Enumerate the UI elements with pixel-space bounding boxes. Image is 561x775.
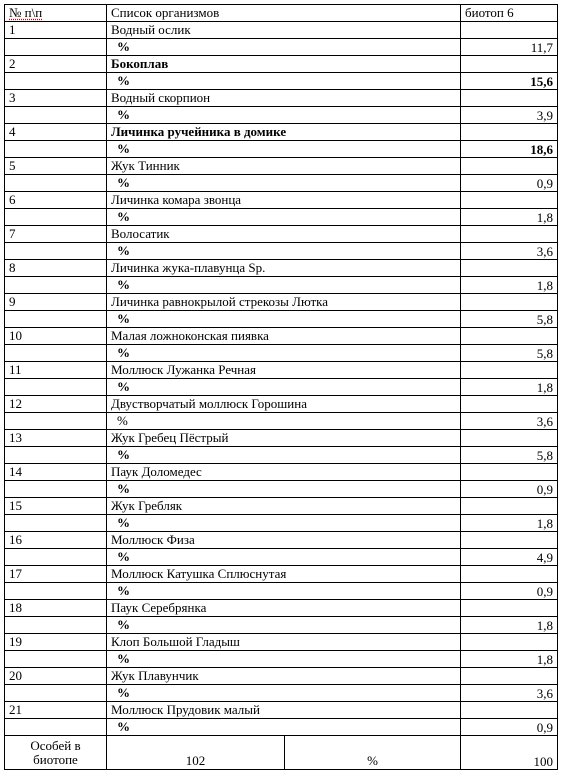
table-row-percent [5,277,558,294]
percent-value: 1,8 [461,379,558,396]
percent-label: % [117,447,130,462]
row-number: 18 [5,600,107,617]
percent-label: % [117,277,130,292]
row-number: 19 [5,634,107,651]
table-body [5,22,558,736]
organism-name: Моллюск Прудовик малый [107,702,461,719]
row-number-empty [5,651,107,668]
header-biotope: биотоп 6 [461,5,558,22]
row-number-empty [5,243,107,260]
row-number-empty [5,617,107,634]
percent-label: % [117,73,130,88]
document-page [4,4,557,770]
row-number-empty [5,447,107,464]
percent-label-cell [107,617,461,634]
table-row-percent [5,141,558,158]
organism-name: Личинка комара звонца [107,192,461,209]
organism-name: Моллюск Катушка Сплюснутая [107,566,461,583]
percent-label-cell [107,73,461,90]
row-number: 20 [5,668,107,685]
percent-value: 1,8 [461,651,558,668]
header-num-text: № п\п [9,5,43,20]
organism-name: Жук Тинник [107,158,461,175]
percent-value: 1,8 [461,617,558,634]
percent-label: % [117,311,130,326]
row-number: 16 [5,532,107,549]
organism-name: Личинка ручейника в домике [107,124,461,141]
organism-name: Водный скорпион [107,90,461,107]
percent-label: % [117,413,128,428]
percent-label-cell [107,549,461,566]
value-empty [461,566,558,583]
organism-name: Жук Гребец Пёстрый [107,430,461,447]
table-row [5,158,558,175]
table-row-percent [5,481,558,498]
percent-label-cell [107,651,461,668]
organism-name: Моллюск Физа [107,532,461,549]
value-empty [461,430,558,447]
value-empty [461,90,558,107]
row-number-empty [5,39,107,56]
row-number-empty [5,277,107,294]
organism-name: Водный ослик [107,22,461,39]
value-empty [461,532,558,549]
value-empty [461,124,558,141]
percent-label-cell [107,447,461,464]
percent-label: % [117,209,130,224]
percent-value: 5,8 [461,311,558,328]
percent-value: 1,8 [461,209,558,226]
value-empty [461,294,558,311]
organism-name: Малая ложноконская пиявка [107,328,461,345]
organism-name: Личинка равнокрылой стрекозы Лютка [107,294,461,311]
percent-label: % [117,481,130,496]
table-row-percent [5,311,558,328]
percent-label: % [117,617,130,632]
percent-label: % [117,175,130,190]
table-row-percent [5,379,558,396]
row-number-empty [5,311,107,328]
percent-value: 1,8 [461,515,558,532]
row-number-empty [5,345,107,362]
footer-pct-label: % [285,736,461,770]
row-number: 1 [5,22,107,39]
row-number: 8 [5,260,107,277]
percent-value: 0,9 [461,175,558,192]
percent-value: 5,8 [461,447,558,464]
table-row-percent [5,39,558,56]
percent-value: 0,9 [461,583,558,600]
value-empty [461,56,558,73]
footer-total: 100 [461,736,558,770]
row-number: 13 [5,430,107,447]
table-row [5,90,558,107]
value-empty [461,464,558,481]
percent-label: % [117,549,130,564]
value-empty [461,396,558,413]
organism-name: Двустворчатый моллюск Горошина [107,396,461,413]
table-row-percent [5,209,558,226]
percent-label: % [117,39,130,54]
organism-name: Личинка жука-плавунца Sp. [107,260,461,277]
percent-label: % [117,345,130,360]
row-number-empty [5,175,107,192]
row-number: 7 [5,226,107,243]
percent-label-cell [107,481,461,498]
percent-label-cell [107,345,461,362]
value-empty [461,634,558,651]
table-row-percent [5,107,558,124]
organisms-table [4,4,558,770]
row-number-empty [5,141,107,158]
percent-label-cell [107,277,461,294]
table-row [5,600,558,617]
row-number-empty [5,413,107,430]
row-number: 2 [5,56,107,73]
percent-value: 3,6 [461,413,558,430]
table-row-percent [5,73,558,90]
table-row-percent [5,175,558,192]
table-row-percent [5,549,558,566]
table-row [5,362,558,379]
percent-label-cell [107,39,461,56]
percent-label-cell [107,141,461,158]
table-row-percent [5,515,558,532]
row-number-empty [5,481,107,498]
row-number-empty [5,719,107,736]
table-row [5,56,558,73]
table-row [5,430,558,447]
table-row [5,634,558,651]
table-row-percent [5,685,558,702]
row-number-empty [5,685,107,702]
percent-label-cell [107,583,461,600]
row-number-empty [5,515,107,532]
percent-value: 0,9 [461,719,558,736]
percent-label: % [117,583,130,598]
organism-name: Жук Плавунчик [107,668,461,685]
percent-value: 11,7 [461,39,558,56]
row-number: 10 [5,328,107,345]
value-empty [461,260,558,277]
table-row-percent [5,345,558,362]
table-row [5,192,558,209]
row-number: 21 [5,702,107,719]
row-number-empty [5,583,107,600]
table-row [5,702,558,719]
percent-label-cell [107,311,461,328]
row-number: 3 [5,90,107,107]
table-row [5,668,558,685]
organism-name: Жук Гребляк [107,498,461,515]
row-number-empty [5,209,107,226]
percent-value: 3,6 [461,243,558,260]
table-row [5,498,558,515]
percent-label: % [117,515,130,530]
table-row-percent [5,651,558,668]
header-name: Список организмов [107,5,461,22]
table-row [5,566,558,583]
percent-value: 4,9 [461,549,558,566]
percent-value: 0,9 [461,481,558,498]
table-row [5,464,558,481]
row-number: 17 [5,566,107,583]
organism-name: Клоп Большой Гладыш [107,634,461,651]
percent-value: 3,6 [461,685,558,702]
percent-label-cell [107,685,461,702]
value-empty [461,192,558,209]
value-empty [461,702,558,719]
row-number: 14 [5,464,107,481]
value-empty [461,362,558,379]
percent-label: % [117,685,130,700]
value-empty [461,158,558,175]
percent-label-cell [107,379,461,396]
organism-name: Моллюск Лужанка Речная [107,362,461,379]
percent-label: % [117,719,130,734]
percent-label: % [117,107,130,122]
row-number: 4 [5,124,107,141]
percent-label-cell [107,515,461,532]
percent-label: % [117,651,130,666]
value-empty [461,668,558,685]
percent-label: % [117,141,130,156]
percent-label-cell [107,243,461,260]
table-header-row [5,5,558,22]
table-row [5,22,558,39]
percent-label-cell [107,175,461,192]
row-number-empty [5,379,107,396]
row-number-empty [5,549,107,566]
value-empty [461,22,558,39]
row-number: 15 [5,498,107,515]
percent-value: 1,8 [461,277,558,294]
percent-label-cell [107,209,461,226]
header-num [5,5,107,22]
table-row-percent [5,719,558,736]
row-number: 9 [5,294,107,311]
percent-label-cell [107,719,461,736]
percent-label-cell [107,413,461,430]
table-row [5,294,558,311]
table-row [5,396,558,413]
percent-value: 5,8 [461,345,558,362]
table-row [5,226,558,243]
row-number-empty [5,107,107,124]
percent-label: % [117,379,130,394]
table-row-percent [5,413,558,430]
row-number: 5 [5,158,107,175]
percent-value: 18,6 [461,141,558,158]
percent-value: 15,6 [461,73,558,90]
table-row-percent [5,447,558,464]
table-row [5,124,558,141]
organism-name: Паук Доломедес [107,464,461,481]
percent-label: % [117,243,130,258]
percent-label-cell [107,107,461,124]
footer-label: Особей в биотопе [5,736,107,770]
value-empty [461,328,558,345]
row-number: 11 [5,362,107,379]
table-row [5,260,558,277]
table-row-percent [5,243,558,260]
value-empty [461,226,558,243]
value-empty [461,600,558,617]
table-footer-row [5,736,558,770]
organism-name: Волосатик [107,226,461,243]
value-empty [461,498,558,515]
table-row-percent [5,583,558,600]
table-row-percent [5,617,558,634]
organism-name: Бокоплав [107,56,461,73]
row-number-empty [5,73,107,90]
row-number: 6 [5,192,107,209]
footer-count: 102 [107,736,285,770]
percent-value: 3,9 [461,107,558,124]
table-row [5,532,558,549]
organism-name: Паук Серебрянка [107,600,461,617]
table-row [5,328,558,345]
row-number: 12 [5,396,107,413]
